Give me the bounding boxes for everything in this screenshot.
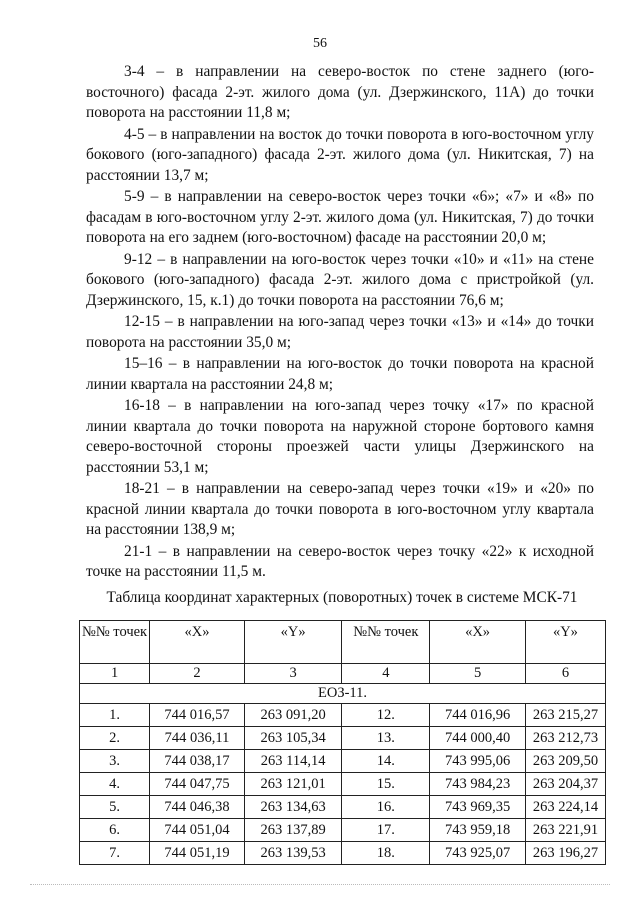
x-coordinate: 744 047,75 (150, 773, 245, 796)
x-coordinate: 743 969,35 (430, 796, 526, 819)
point-number: 1. (80, 704, 150, 727)
table-row (80, 773, 606, 796)
table-row (80, 727, 606, 750)
x-coordinate: 744 016,57 (150, 704, 245, 727)
point-number: 2. (80, 727, 150, 750)
y-coordinate: 263 139,53 (244, 842, 342, 865)
y-coordinate: 263 121,01 (244, 773, 342, 796)
point-number: 3. (80, 750, 150, 773)
column-number: 1 (80, 664, 150, 684)
y-coordinate: 263 204,37 (525, 773, 605, 796)
column-number: 5 (430, 664, 526, 684)
x-coordinate: 744 000,40 (430, 727, 526, 750)
x-coordinate: 743 995,06 (430, 750, 526, 773)
table-row (80, 796, 606, 819)
point-number: 4. (80, 773, 150, 796)
section-row (80, 684, 606, 704)
column-number: 6 (525, 664, 605, 684)
boundary-segment-paragraph: 5-9 – в направлении на северо-восток через точки «6»; «7» и «8» по фасадам в юго-восточном углу 2-эт. жилого дома (ул. Никитская, 7) до точки поворота на его заднем (юго-восточном) фасаде на расстоянии 20,0 м; (86, 188, 594, 246)
table-caption: Таблица координат характерных (поворотных) точек в системе МСК-71 (106, 589, 578, 606)
y-coordinate: 263 212,73 (525, 727, 605, 750)
y-coordinate: 263 224,14 (525, 796, 605, 819)
x-coordinate: 744 036,11 (150, 727, 245, 750)
header-y: «Y» (244, 621, 342, 664)
point-number: 13. (342, 727, 430, 750)
table-row (80, 819, 606, 842)
point-number: 16. (342, 796, 430, 819)
header-point-number: №№ точек (342, 621, 430, 664)
x-coordinate: 743 925,07 (430, 842, 526, 865)
y-coordinate: 263 114,14 (244, 750, 342, 773)
point-number: 7. (80, 842, 150, 865)
y-coordinate: 263 221,91 (525, 819, 605, 842)
point-number: 15. (342, 773, 430, 796)
y-coordinate: 263 137,89 (244, 819, 342, 842)
document-body (86, 62, 594, 583)
point-number: 18. (342, 842, 430, 865)
table-row (80, 842, 606, 865)
table-row (80, 704, 606, 727)
y-coordinate: 263 105,34 (244, 727, 342, 750)
x-coordinate: 744 051,19 (150, 842, 245, 865)
coordinates-table (79, 620, 606, 865)
point-number: 12. (342, 704, 430, 727)
column-number: 3 (244, 664, 342, 684)
x-coordinate: 744 051,04 (150, 819, 245, 842)
boundary-segment-paragraph: 3-4 – в направлении на северо-восток по стене заднего (юго-восточного) фасада 2-эт. жилого дома (ул. Дзержинского, 11А) до точки поворота на расстоянии 11,8 м; (86, 63, 594, 121)
x-coordinate: 744 046,38 (150, 796, 245, 819)
y-coordinate: 263 196,27 (525, 842, 605, 865)
page-bottom-edge (30, 884, 610, 887)
point-number: 5. (80, 796, 150, 819)
boundary-segment-paragraph: 18-21 – в направлении на северо-запад через точки «19» и «20» по красной линии квартала до точки поворота в юго-восточном углу квартала на расстоянии 138,9 м; (86, 480, 594, 538)
point-number: 14. (342, 750, 430, 773)
boundary-segment-paragraph: 4-5 – в направлении на восток до точки поворота в юго-восточном углу бокового (юго-западного) фасада 2-эт. жилого дома (ул. Никитская, 7) на расстоянии 13,7 м; (86, 125, 594, 184)
table-header-row (80, 621, 606, 664)
column-number-row (80, 664, 606, 684)
boundary-segment-paragraph: 12-15 – в направлении на юго-запад через точки «13» и «14» до точки поворота на расстоянии 35,0 м; (86, 313, 594, 351)
header-y: «Y» (525, 621, 605, 664)
page-number: 56 (313, 36, 327, 51)
x-coordinate: 743 959,18 (430, 819, 526, 842)
y-coordinate: 263 134,63 (244, 796, 342, 819)
x-coordinate: 744 038,17 (150, 750, 245, 773)
table-row (80, 750, 606, 773)
y-coordinate: 263 209,50 (525, 750, 605, 773)
header-x: «X» (150, 621, 245, 664)
x-coordinate: 743 984,23 (430, 773, 526, 796)
y-coordinate: 263 215,27 (525, 704, 605, 727)
boundary-segment-paragraph: 9-12 – в направлении на юго-восток через точки «10» и «11» на стене бокового (юго-западного) фасада 2-эт. жилого дома с пристройкой (ул. Дзержинского, 15, к.1) до точки поворота на расстоянии 76,6 м; (86, 250, 594, 309)
boundary-segment-paragraph: 21-1 – в направлении на северо-восток через точку «22» к исходной точке на расстоянии 11,5 м. (86, 542, 594, 580)
x-coordinate: 744 016,96 (430, 704, 526, 727)
section-label: ЕОЗ-11. (80, 684, 606, 704)
point-number: 17. (342, 819, 430, 842)
column-number: 4 (342, 664, 430, 684)
header-x: «X» (430, 621, 526, 664)
column-number: 2 (150, 664, 245, 684)
header-point-number: №№ точек (80, 621, 150, 664)
y-coordinate: 263 091,20 (244, 704, 342, 727)
boundary-segment-paragraph: 15–16 – в направлении на юго-восток до точки поворота на красной линии квартала на расстоянии 24,8 м; (86, 355, 594, 393)
boundary-segment-paragraph: 16-18 – в направлении на юго-запад через точку «17» по красной линии квартала до точки поворота на наружной стороне бортового камня северо-восточной стороны проезжей части улицы Дзержинского на расстоянии 53,1 м; (86, 397, 594, 476)
point-number: 6. (80, 819, 150, 842)
